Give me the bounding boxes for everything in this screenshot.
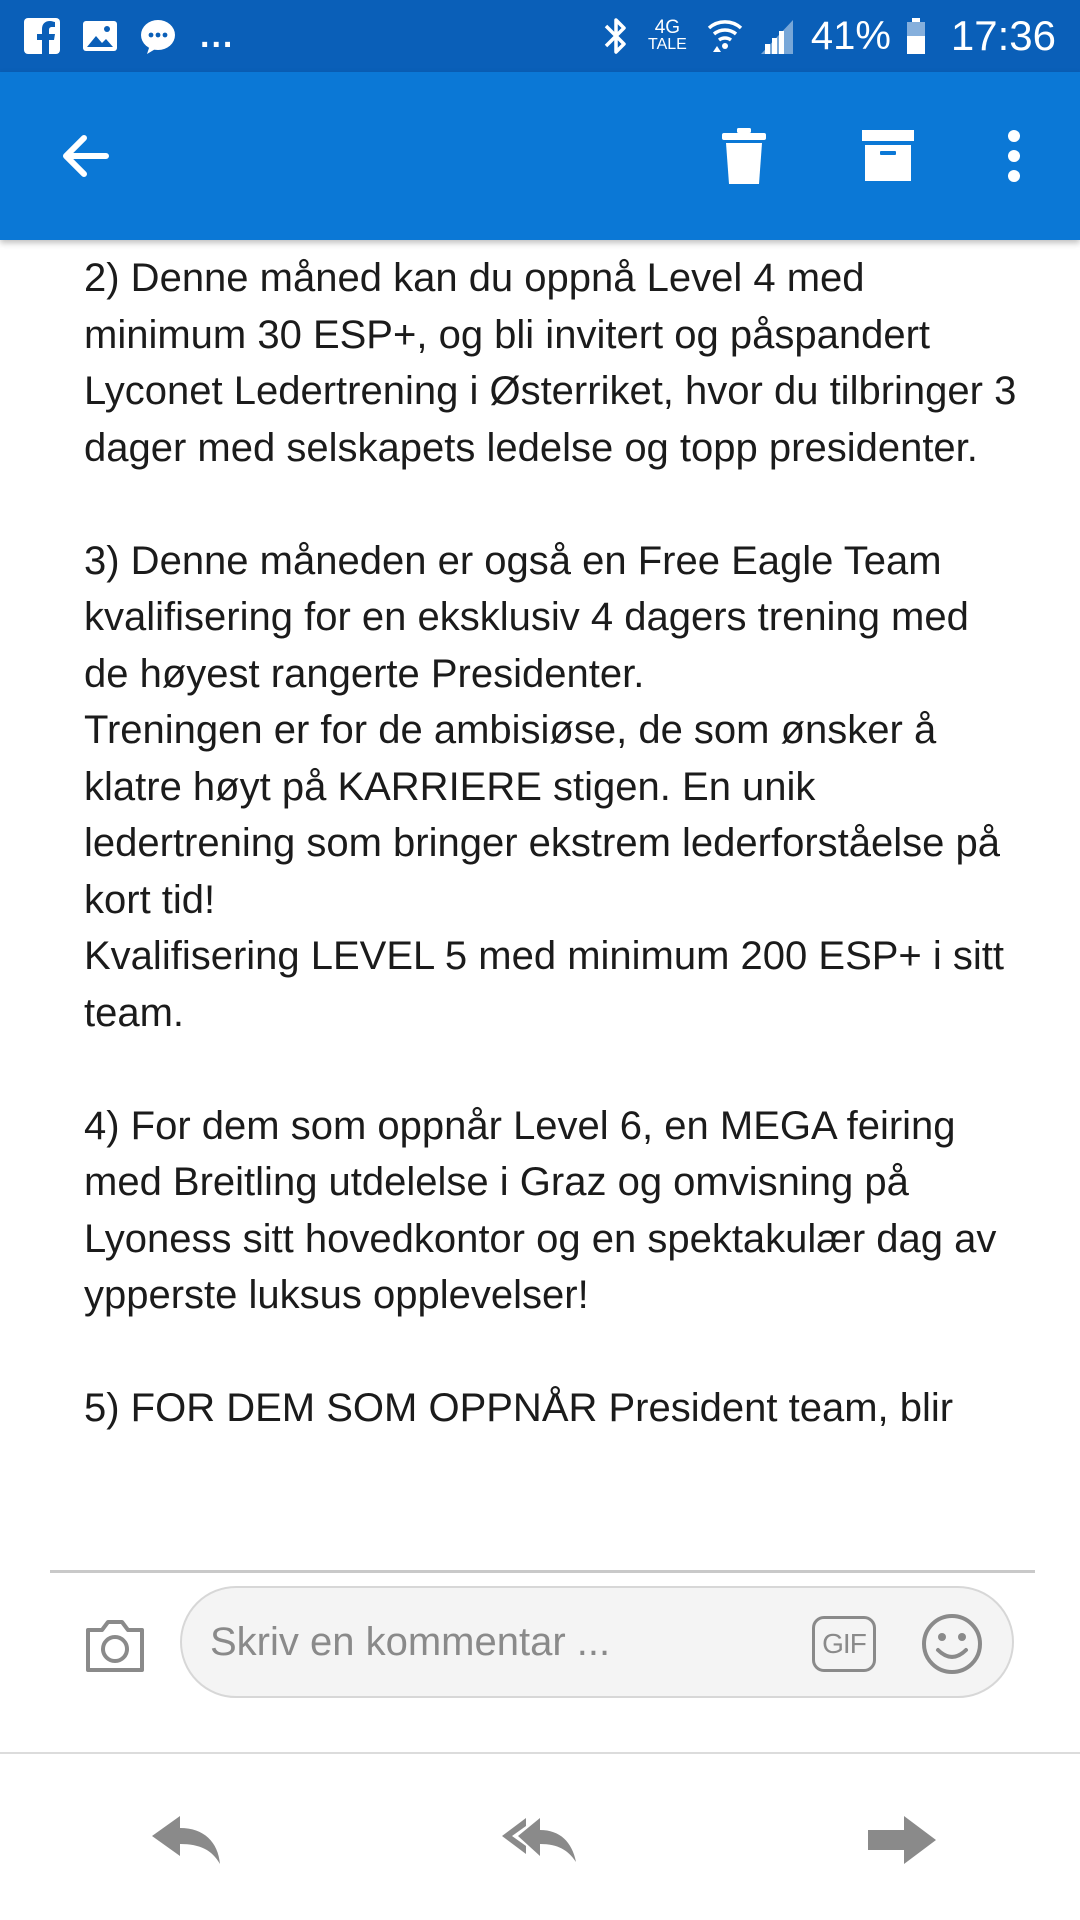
gif-button[interactable] [812,1616,876,1672]
status-bar [0,0,1080,72]
archive-icon [861,128,915,184]
email-paragraph-3: 3) Denne måneden er også en Free Eagle Team kvalifisering for en eksklusiv 4 dagers trening med de høyest rangerte Presidenter. Treningen er for de ambisiøse, de som ønsker å klatre høyt på KARRIERE stigen. En unik ledertrening som bringer ekstrem lederforståelse på kort tid! Kvalifisering LEVEL 5 med minimum 200 ESP+ i sitt team. [84,538,1005,1035]
wifi-icon [705,14,745,58]
comment-input[interactable] [210,1614,770,1670]
network-sublabel: TALE [648,36,687,53]
gallery-icon [80,16,120,56]
forward-icon [862,1812,942,1868]
overflow-notifications: ... [200,17,235,55]
delete-button[interactable] [706,118,782,194]
trash-icon [720,126,768,186]
comment-box [180,1586,1014,1698]
email-paragraph-2: 2) Denne måned kan du oppnå Level 4 med minimum 30 ESP+, og bli invitert og påspandert Lyconet Ledertrening i Østerriket, hvor du tilbringer 3 dager med selskapets ledelse og topp presidenter. [84,256,1017,470]
clock: 17:36 [950,12,1056,59]
top-app-bar [0,72,1080,240]
battery-icon [905,14,927,58]
email-paragraph-5: 5) FOR DEM SOM OPPNÅR President team, blir [84,1386,954,1430]
camera-icon [84,1616,146,1674]
reply-button[interactable] [146,1812,226,1868]
forward-button[interactable] [862,1812,942,1868]
network-type [648,19,687,53]
reply-all-icon [500,1812,580,1868]
archive-button[interactable] [850,118,926,194]
messenger-icon [138,16,178,56]
bluetooth-icon [602,14,630,58]
reply-all-button[interactable] [500,1812,580,1868]
content-divider [50,1570,1035,1573]
reply-icon [146,1812,226,1868]
actions-divider [0,1752,1080,1754]
more-options-button[interactable] [976,118,1052,194]
back-button[interactable] [46,118,122,194]
network-label: 4G [654,17,681,38]
gif-label: GIF [822,1628,866,1659]
back-arrow-icon [56,128,112,184]
email-paragraph-4: 4) For dem som oppnår Level 6, en MEGA feiring med Breitling utdelelse i Graz og omvisning på Lyoness sitt hovedkontor og en spektakulær dag av ypperste luksus opplevelser! [84,1103,997,1317]
smiley-icon [920,1612,984,1676]
more-vert-icon [1006,128,1022,184]
camera-button[interactable] [84,1616,146,1674]
signal-icon [759,14,795,58]
battery-percent: 41% [810,13,891,58]
email-body [84,250,1024,1437]
facebook-icon [22,16,62,56]
emoji-button[interactable] [920,1612,984,1676]
